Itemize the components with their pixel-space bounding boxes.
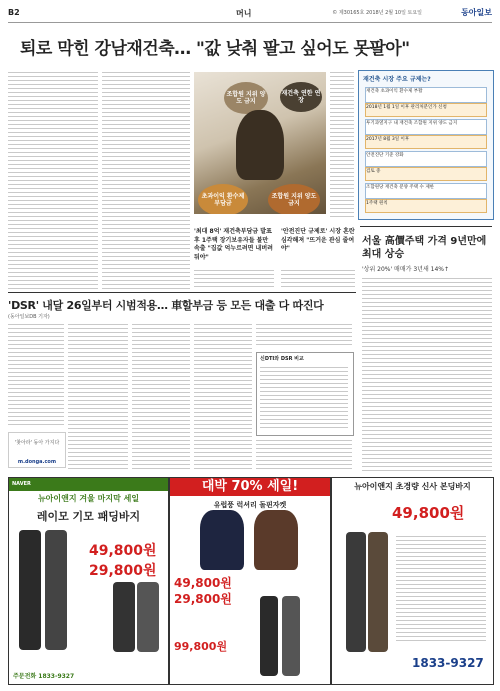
illustration-photo	[194, 72, 326, 222]
infobox-title: 재건축 시장 주요 규제는?	[363, 76, 431, 83]
side-subheadline: '상위 20%' 매매가 3년새 14%↑	[362, 266, 450, 273]
ad-description	[396, 534, 486, 644]
photo-label: 초과이익 환수제 부담금	[198, 184, 248, 216]
article2-column-4	[194, 322, 252, 472]
pants-image	[19, 530, 41, 650]
pants-image	[260, 596, 278, 676]
photo-label: 조합원 지위 양도 금지	[268, 184, 320, 216]
ad-title: 뉴아이앤지 겨울 마지막 세일	[37, 494, 140, 503]
article-headline: 'DSR' 내달 26일부터 시범적용… 車할부금 등 모든 대출 다 따진다	[8, 299, 324, 312]
photo-caption	[194, 214, 326, 222]
newspaper-logo: 동아일보	[461, 7, 492, 17]
infobox-row: 조합원당 재건축 분양 주택 수 제한	[365, 183, 487, 199]
subheading: '안전진단 규제로' 시장 혼란 심각해져 "뜨거운 관심 줄여야"	[281, 228, 355, 253]
pants-image	[346, 532, 366, 652]
article-column-5	[281, 268, 355, 290]
comparison-table	[256, 352, 354, 436]
ad-subtitle: 레이모 기모 패딩바지	[36, 510, 141, 523]
page-header	[8, 6, 492, 23]
ad-title: 대박 70% 세일!	[170, 478, 330, 496]
advertisement-area	[8, 477, 492, 683]
ad-title: 뉴아이앤지 초경량 신사 본딩바지	[354, 482, 471, 491]
side-divider	[360, 226, 492, 227]
article-column-3	[330, 70, 354, 220]
pants-image	[113, 582, 135, 652]
side-headline: 서울 高價주택 가격 9년만에 최대 상승	[362, 236, 487, 260]
issue-date: © 제30165호 2018년 2월 10일 토요일	[332, 10, 422, 16]
article2-column-3	[132, 322, 190, 472]
promo-label: '찾아라' 동아 가지다	[14, 440, 60, 446]
article-column-4	[194, 268, 274, 290]
section-divider	[8, 292, 356, 293]
promo-url[interactable]: m.donga.com	[17, 459, 57, 465]
article-column-2	[102, 70, 190, 290]
pants-image	[282, 596, 300, 676]
side-article-body	[362, 276, 492, 472]
pants-image	[368, 532, 388, 652]
ad-phone: 1833-9327	[412, 656, 484, 670]
ad-subtitle: 유럽풍 럭셔리 돌핀자켓	[213, 501, 287, 509]
page-number: B2	[8, 8, 20, 17]
advertisement-2[interactable]	[169, 477, 331, 685]
article2-column-1	[8, 322, 64, 428]
ad-price: 49,800원	[89, 543, 157, 559]
article-column-1	[8, 70, 98, 290]
table-body	[260, 365, 348, 431]
article-byline: (동아일보DB 기자)	[8, 314, 50, 320]
article2-column-5	[256, 322, 352, 348]
jacket-image	[200, 510, 244, 570]
subheading: '최대 8억' 재건축부담금 발표후 1주택 장기보유자들 불만 속출 "집값 억누르려면 내버려 둬야"	[194, 228, 273, 262]
ad-price: 29,800원	[89, 563, 157, 579]
infobox-row: 재건축 초과이익 환수제 부활	[365, 87, 487, 103]
pants-image	[137, 582, 159, 652]
ad-price: 49,800원	[174, 576, 232, 590]
infobox-row: 투기과열지구 내 재건축 조합원 지위 양도 금지	[365, 119, 487, 135]
thinker-statue-image	[236, 110, 284, 180]
photo-label: 재건축 연한 연장	[280, 82, 322, 112]
photo-label: 조합원 지위 양도 금지	[224, 82, 268, 114]
section-title: 머니	[236, 9, 252, 18]
jacket-image	[254, 510, 298, 570]
main-headline: 퇴로 막힌 강남재건축… "값 낮춰 팔고 싶어도 못팔아"	[20, 39, 410, 59]
ad-price: 99,800원	[174, 640, 228, 653]
ad-brand: NAVER	[9, 478, 168, 491]
advertisement-1[interactable]	[8, 477, 169, 685]
pants-image	[45, 530, 67, 650]
article2-column-2	[68, 322, 128, 472]
infobox-row: 안전진단 기준 강화	[365, 151, 487, 167]
article2-column-6	[256, 438, 352, 472]
infobox-answer: 2017년 8월 3일 이후	[365, 135, 487, 149]
table-title: 신DTI와 DSR 비교	[260, 356, 304, 362]
ad-phone: 주문전화 1833-9327	[13, 673, 75, 680]
infobox-answer: 검토 중	[365, 167, 487, 181]
advertisement-3[interactable]	[331, 477, 494, 685]
infobox-answer: 1주택 원칙	[365, 199, 487, 213]
ad-price: 49,800원	[392, 504, 465, 522]
promo-box	[8, 432, 66, 468]
infobox-answer: 2018년 1월 1일 이후 관리처분인가 신청	[365, 103, 487, 117]
regulation-infobox	[358, 70, 494, 220]
ad-price: 29,800원	[174, 592, 232, 606]
